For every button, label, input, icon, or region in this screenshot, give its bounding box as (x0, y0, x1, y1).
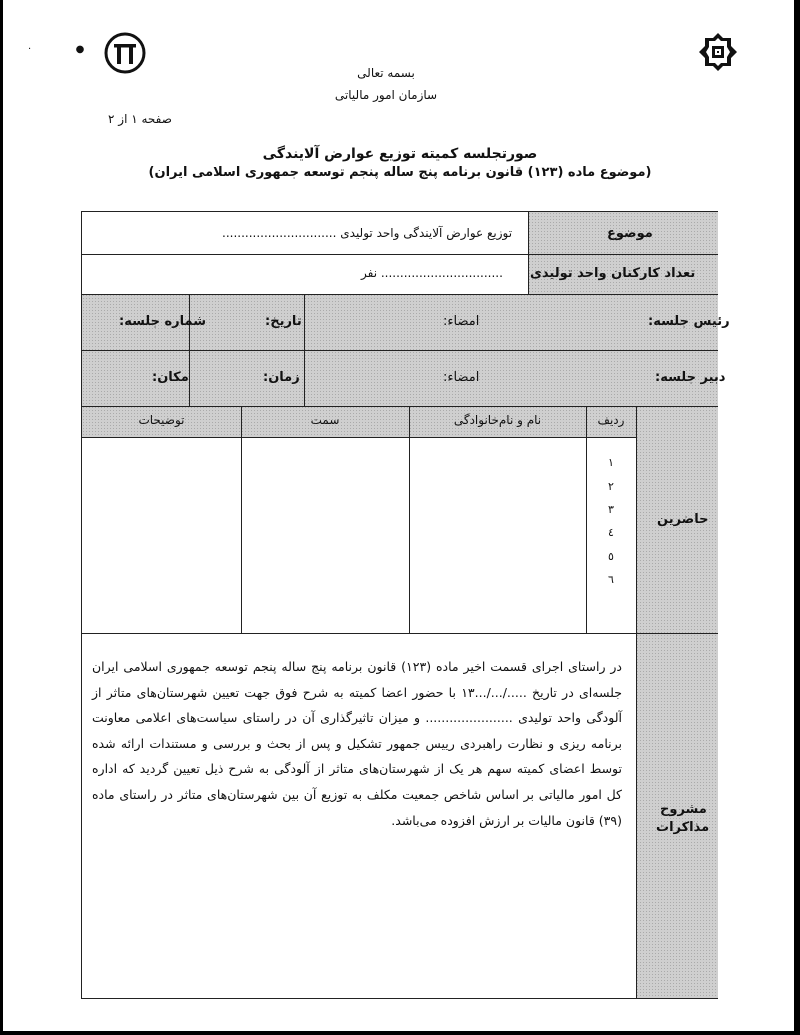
row-number: ۲ (608, 480, 614, 493)
divider (82, 437, 636, 438)
divider (304, 294, 305, 406)
row-number: ٤ (608, 526, 614, 539)
document-title: صورتجلسه کمیته توزیع عوارض آلایندگی (262, 146, 538, 162)
place-label: مکان: (152, 370, 189, 385)
minutes-label-line-1: مشروح (660, 802, 707, 817)
divider (82, 406, 718, 407)
subject-label: موضوع (607, 226, 653, 241)
staff-count-label: تعداد کارکنان واحد تولیدی (530, 266, 696, 281)
minutes-form (81, 211, 730, 999)
divider (82, 294, 718, 295)
row-number: ۳ (608, 503, 614, 516)
divider (586, 406, 587, 633)
scan-marks: · ● (28, 44, 85, 55)
row-number: ٦ (608, 573, 614, 586)
session-number-label: شماره جلسه: (119, 314, 207, 329)
divider (409, 406, 410, 633)
scan-edge-bottom (0, 1031, 800, 1035)
divider (636, 406, 637, 998)
divider (528, 212, 529, 294)
minutes-label-line-2: مذاکرات (656, 820, 710, 835)
subject-value: توزیع عوارض آلایندگی واحد تولیدی .............................. (222, 226, 513, 240)
column-header-position: سمت (310, 413, 340, 427)
row-number: ۱ (608, 456, 614, 469)
basmala: بسمه تعالی (357, 66, 415, 80)
time-label: زمان: (263, 370, 300, 385)
date-label: تاریخ: (265, 314, 302, 329)
divider (241, 406, 242, 633)
divider (189, 294, 190, 406)
column-header-name: نام و نام‌خانوادگی (453, 413, 542, 427)
chair-label: رئیس جلسه: (648, 314, 730, 329)
organization-name: سازمان امور مالیاتی (334, 88, 438, 102)
column-header-notes: توضیحات (138, 413, 185, 427)
row-number: ٥ (608, 550, 614, 563)
chair-signature-label: امضاء: (443, 314, 480, 329)
staff-count-value: ................................ نفر (361, 266, 503, 280)
divider (82, 254, 718, 255)
page-number: صفحه ۱ از ۲ (108, 112, 172, 126)
divider (82, 350, 718, 351)
divider (82, 633, 718, 634)
secretary-signature-label: امضاء: (443, 370, 480, 385)
minutes-text: در راستای اجرای قسمت اخیر ماده (۱۲۳) قانون برنامه پنج ساله پنجم توسعه جمهوری اسلامی ایران جلسه‌ای در تاریخ ...../.../...۱۳ با حضور اعضا کمیته به شرح فوق جهت تعیین شهرستان‌های متاثر از آلودگی واحد تولیدی ...................... و میزان تاثیرگذاری آن در راستای سیاست‌های اعلامی معاونت برنامه ریزی و نظارت راهبردی رییس جمهور تشکیل و پس از بحث و بررسی و مستندات ارائه شده توسط اعضای کمیته سهم هر یک از شهرستان‌های متاثر از آلودگی به شرح ذیل تعیین گردید که اداره کل امور مالیاتی بر اساس شاخص جمعیت مکلف به توزیع آن بین شهرستان‌های متاثر در راستای ماده (۳۹) قانون مالیات بر ارزش افزوده می‌باشد. (92, 659, 623, 828)
secretary-label: دبیر جلسه: (655, 370, 726, 385)
attendees-label: حاضرین (657, 512, 709, 527)
column-header-row-number: ردیف (597, 413, 625, 427)
document-subtitle: (موضوع ماده (۱۲۳) قانون برنامه پنج ساله پنجم توسعه جمهوری اسلامی ایران) (148, 165, 652, 180)
side-label-column (636, 406, 718, 998)
